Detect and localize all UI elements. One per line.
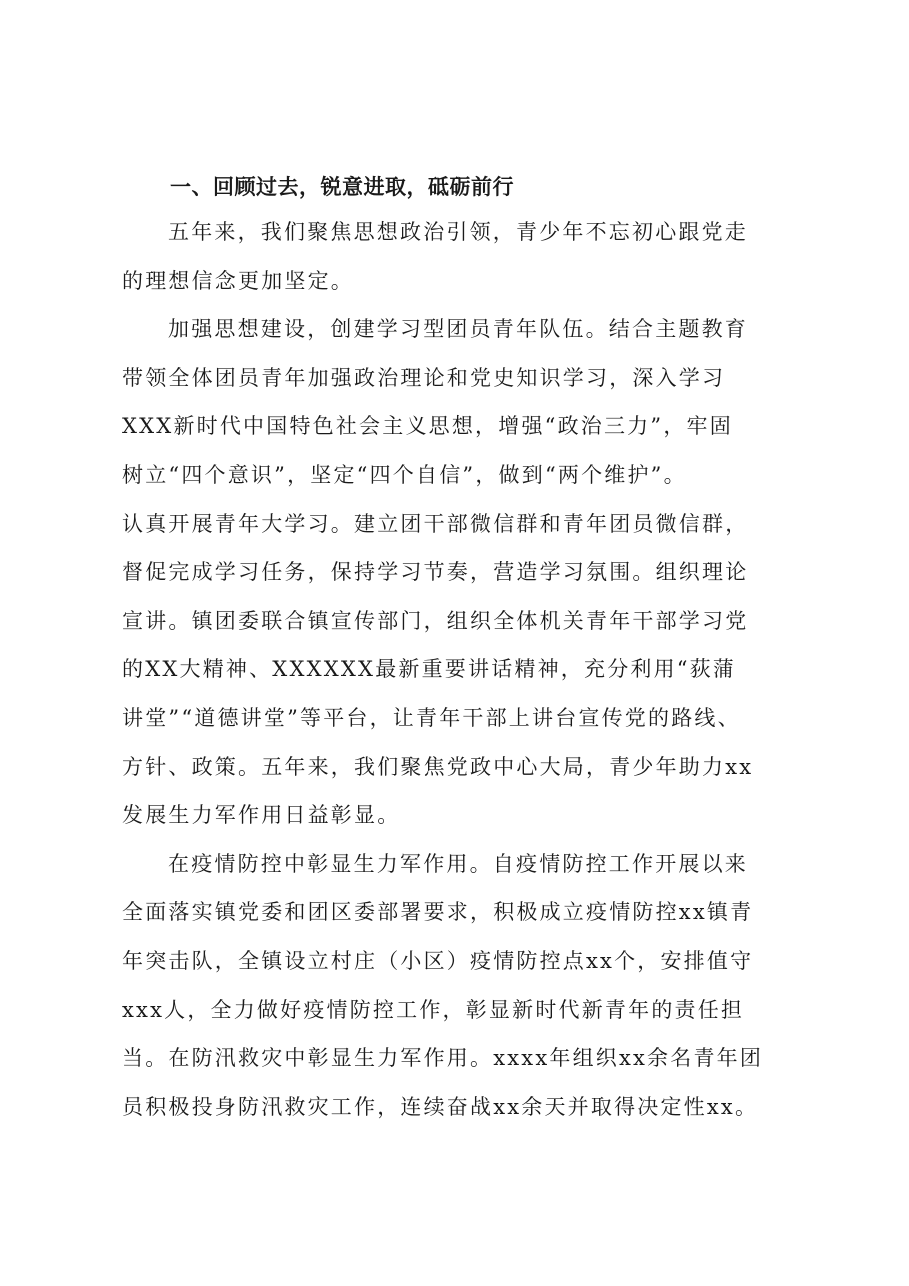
text-line: 宣讲。镇团委联合镇宣传部门，组织全体机关青年干部学习党	[122, 608, 749, 633]
text-line: 在疫情防控中彰显生力军作用。自疫情防控工作开展以来	[168, 851, 748, 876]
text-line: 树立“四个意识”，坚定“四个自信”，做到“两个维护”。	[122, 462, 687, 487]
paragraph-2	[122, 305, 802, 840]
text-line: 年突击队，全镇设立村庄（小区）疫情防控点xx个，安排值守	[122, 948, 754, 973]
paragraph-1	[122, 208, 802, 305]
section-heading: 一、回顾过去，锐意进取，砥砺前行	[170, 175, 514, 199]
text-line: 带领全体团员青年加强政治理论和党史知识学习，深入学习	[122, 365, 726, 390]
document-body	[122, 166, 802, 1131]
paragraph-3	[122, 840, 802, 1132]
text-line: XXX新时代中国特色社会主义思想，增强“政治三力”，牢固	[122, 414, 733, 439]
text-line: 加强思想建设，创建学习型团员青年队伍。结合主题教育	[168, 317, 748, 342]
text-line: 督促完成学习任务，保持学习节奏，营造学习氛围。组织理论	[122, 560, 749, 585]
text-line: 的理想信念更加坚定。	[122, 268, 354, 293]
text-line: 认真开展青年大学习。建立团干部微信群和青年团员微信群，	[122, 511, 749, 536]
text-line: 全面落实镇党委和团区委部署要求，积极成立疫情防控xx镇青	[122, 900, 754, 925]
text-line: 发展生力军作用日益彰显。	[122, 803, 401, 828]
text-line: xxx人，全力做好疫情防控工作，彰显新时代新青年的责任担	[122, 997, 745, 1022]
text-line: 当。在防汛救灾中彰显生力军作用。xxxx年组织xx余名青年团	[122, 1046, 764, 1071]
text-line: 讲堂”“道德讲堂”等平台，让青年干部上讲台宣传党的路线、	[122, 705, 741, 730]
text-line: 员积极投身防汛救灾工作，连续奋战xx余天并取得决定性xx。	[122, 1094, 759, 1119]
text-line: 方针、政策。五年来，我们聚焦党政中心大局，青少年助力xx	[122, 754, 754, 779]
text-line: 的XX大精神、XXXXXX最新重要讲话精神，充分利用“荻蒲	[122, 657, 737, 682]
text-line: 五年来，我们聚焦思想政治引领，青少年不忘初心跟党走	[168, 220, 748, 244]
